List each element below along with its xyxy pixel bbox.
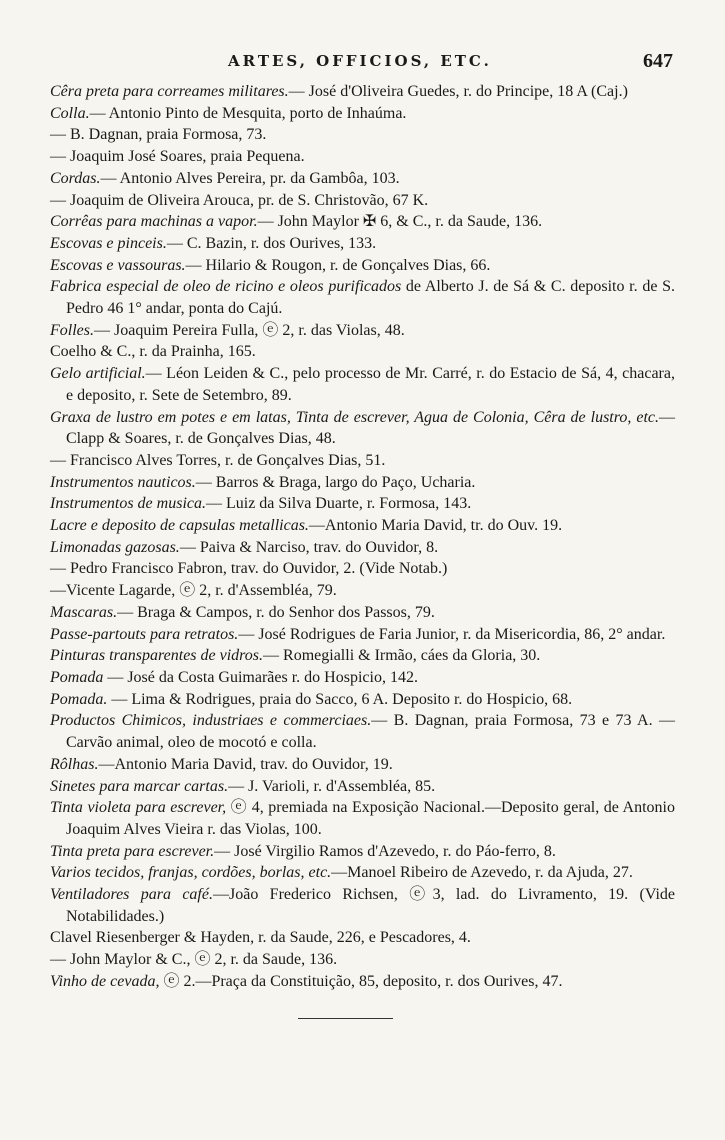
item-text: — Hilario & Rougon, r. de Gonçalves Dias, 66. (185, 256, 491, 274)
end-rule (298, 1018, 393, 1019)
item-text: — Luiz da Silva Duarte, r. Formosa, 143. (205, 495, 472, 513)
list-item (50, 255, 675, 277)
item-text: — Romegialli & Irmão, cáes da Gloria, 30. (263, 647, 541, 665)
item-label: Pomada (50, 668, 104, 686)
list-item (50, 602, 675, 624)
list-item (50, 580, 675, 602)
item-text: — José da Costa Guimarães r. do Hospicio, 142. (103, 668, 418, 686)
item-label: Graxa de lustro em potes e em latas, Tinta de escrever, Agua de Colonia, Cêra de lustro, etc. (50, 408, 659, 426)
item-text: ⓔ 2.—Praça da Constituição, 85, deposito, r. dos Ourives, 47. (159, 972, 563, 990)
running-title: ARTES, OFFICIOS, ETC. (228, 52, 492, 70)
list-item (50, 645, 675, 667)
item-label: Corrêas para machinas a vapor. (50, 213, 258, 231)
item-label: Productos Chimicos, industriaes e commerciaes. (50, 712, 372, 730)
item-label: Cêra preta para correames militares. (50, 83, 289, 100)
list-item (50, 971, 675, 993)
item-text: — José d'Oliveira Guedes, r. do Principe, 18 A (Caj.) (288, 83, 628, 100)
item-text: — Antonio Pinto de Mesquita, porto de Inhaúma. (89, 104, 407, 122)
list-item (50, 190, 675, 212)
item-text: — Clapp & Soares, r. de Gonçalves Dias, 48. (66, 408, 675, 448)
list-item (50, 450, 675, 472)
item-label: Fabrica especial de oleo de ricino e oleos purificados (50, 278, 402, 296)
list-item (50, 558, 675, 580)
item-label: Sinetes para marcar cartas. (50, 777, 229, 795)
list-item (50, 341, 675, 363)
item-text: —Manoel Ribeiro de Azevedo, r. da Ajuda, 27. (331, 864, 633, 882)
item-text: — B. Dagnan, praia Formosa, 73 e 73 A. — Carvão animal, oleo de mocotó e colla. (66, 712, 675, 752)
item-text: — Antonio Alves Pereira, pr. da Gambôa, 103. (100, 169, 400, 187)
item-text: — C. Bazin, r. dos Ourives, 133. (166, 234, 377, 252)
list-item (50, 776, 675, 798)
item-text: — Barros & Braga, largo do Paço, Ucharia. (195, 473, 476, 491)
list-item (50, 124, 675, 146)
list-item (50, 710, 675, 753)
list-item (50, 949, 675, 971)
item-text: — Joaquim José Soares, praia Pequena. (50, 148, 305, 166)
item-text: — Joaquim de Oliveira Arouca, pr. de S. Christovão, 67 K. (50, 191, 429, 209)
list-item (50, 667, 675, 689)
item-label: Escovas e vassouras. (50, 256, 186, 274)
list-item (50, 472, 675, 494)
item-label: Folles. (50, 321, 94, 339)
item-label: Pomada. (50, 690, 108, 708)
item-text: —Vicente Lagarde, ⓔ 2, r. d'Assembléa, 79. (50, 582, 337, 600)
list-item (50, 363, 675, 406)
list-item (50, 841, 675, 863)
item-label: Instrumentos de musica. (50, 495, 206, 513)
list-item (50, 624, 675, 646)
list-item (50, 211, 675, 233)
item-label: Pinturas transparentes de vidros. (50, 647, 264, 665)
item-label: Colla. (50, 104, 90, 122)
item-text: — Francisco Alves Torres, r. de Gonçalves Dias, 51. (50, 451, 386, 469)
page-header (228, 50, 673, 76)
list-item (50, 515, 675, 537)
item-text: — John Maylor & C., ⓔ 2, r. da Saude, 136. (50, 951, 338, 969)
list-item (50, 689, 675, 711)
list-item (50, 884, 675, 927)
item-label: Gelo artificial. (50, 365, 146, 383)
item-text: —Antonio Maria David, tr. do Ouv. 19. (308, 517, 563, 535)
item-label: Ventiladores para café. (50, 886, 213, 904)
item-text: — John Maylor ✠ 6, & C., r. da Saude, 136. (257, 213, 543, 231)
item-text: ⓔ 4, premiada na Exposição Nacional.—Deposito geral, de Antonio Joaquim Alves Vieira r. das Violas, 100. (66, 799, 675, 838)
item-text: Clavel Riesenberger & Hayden, r. da Saude, 226, e Pescadores, 4. (50, 929, 471, 947)
item-text: Coelho & C., r. da Prainha, 165. (50, 343, 256, 361)
item-label: Varios tecidos, franjas, cordões, borlas, etc. (50, 864, 332, 882)
list-item (50, 493, 675, 515)
item-label: Passe-partouts para retratos. (50, 625, 239, 643)
list-item (50, 754, 675, 776)
item-text: —João Frederico Richsen, ⓔ3, lad. do Livramento, 19. (Vide Notabilidades.) (66, 886, 675, 925)
directory-listing (50, 81, 675, 993)
list-item (50, 862, 675, 884)
item-text: de Alberto J. de Sá & C. deposito r. de S. Pedro 46 1° andar, ponta do Cajú. (66, 278, 676, 318)
item-text: — Lima & Rodrigues, praia do Sacco, 6 A. Deposito r. do Hospicio, 68. (107, 690, 573, 708)
list-item (50, 81, 675, 103)
item-label: Tinta preta para escrever. (50, 842, 215, 860)
list-item (50, 233, 675, 255)
item-label: Escovas e pinceis. (50, 234, 167, 252)
list-item (50, 168, 675, 190)
item-label: Cordas. (50, 169, 101, 187)
item-text: — Joaquim Pereira Fulla, ⓔ 2, r. das Violas, 48. (94, 321, 405, 339)
list-item (50, 103, 675, 125)
list-item (50, 537, 675, 559)
item-label: Tinta violeta para escrever, (50, 799, 227, 817)
item-label: Lacre e deposito de capsulas metallicas. (50, 517, 309, 535)
item-text: — Léon Leiden & C., pelo processo de Mr. Carré, r. do Estacio de Sá, 4, chacara, e deposito, r. Sete de Setembro, 89. (66, 365, 675, 404)
item-label: Mascaras. (50, 603, 118, 621)
list-item (50, 276, 675, 319)
list-item (50, 797, 675, 840)
item-label: Rôlhas. (50, 755, 99, 773)
list-item (50, 407, 675, 450)
item-label: Limonadas gazosas. (50, 538, 180, 556)
item-text: — José Rodrigues de Faria Junior, r. da Misericordia, 86, 2° andar. (238, 625, 666, 643)
page-number: 647 (643, 50, 673, 72)
item-text: — José Virgilio Ramos d'Azevedo, r. do Páo-ferro, 8. (214, 842, 556, 860)
list-item (50, 146, 675, 168)
item-text: — Paiva & Narciso, trav. do Ouvidor, 8. (179, 538, 439, 556)
item-text: — B. Dagnan, praia Formosa, 73. (50, 126, 267, 144)
item-text: — Pedro Francisco Fabron, trav. do Ouvidor, 2. (Vide Notab.) (50, 560, 448, 578)
item-label: Instrumentos nauticos. (50, 473, 196, 491)
list-item (50, 927, 675, 949)
item-text: — J. Varioli, r. d'Assembléa, 85. (228, 777, 436, 795)
item-label: Vinho de cevada, (50, 972, 160, 990)
item-text: —Antonio Maria David, trav. do Ouvidor, 19. (98, 755, 393, 773)
item-text: — Braga & Campos, r. do Senhor dos Passos, 79. (117, 603, 435, 621)
list-item (50, 320, 675, 342)
